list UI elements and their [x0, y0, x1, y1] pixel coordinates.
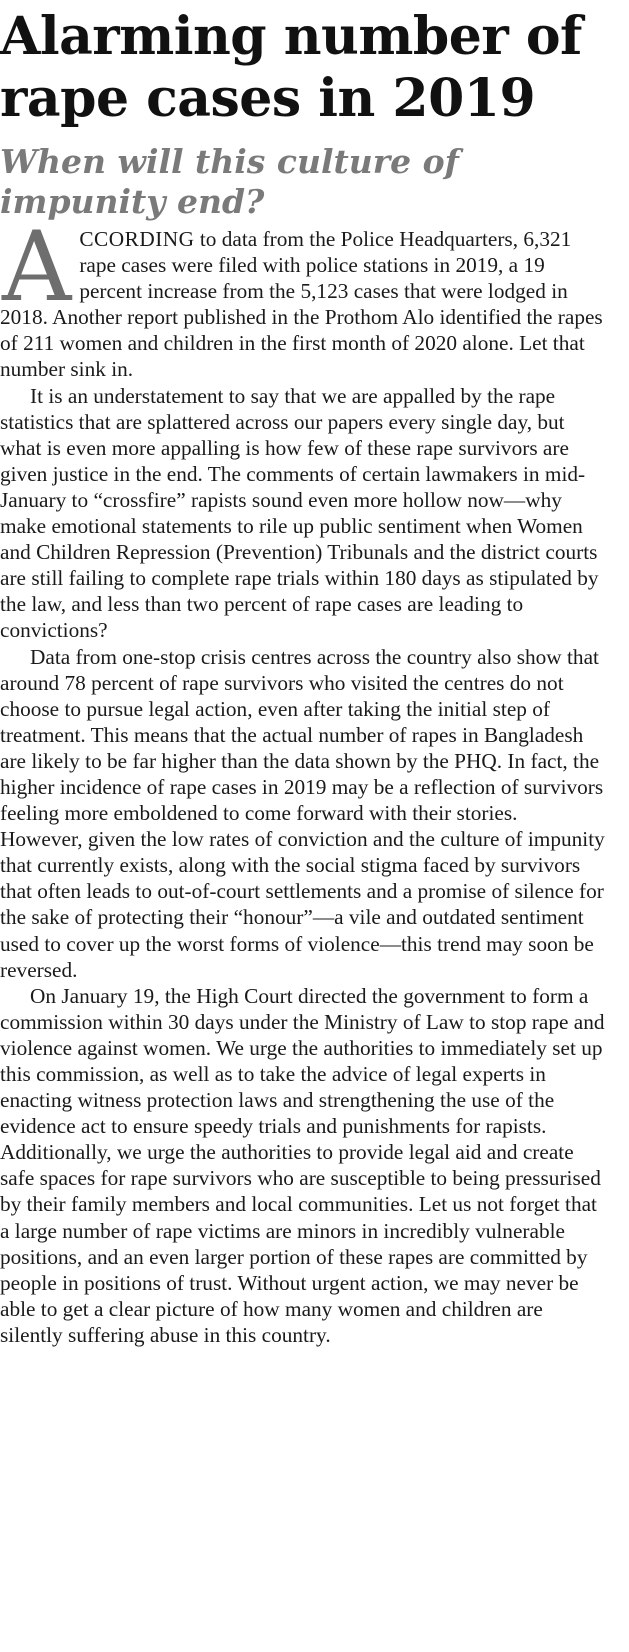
article-body	[0, 211, 605, 1348]
paragraph-1-text: to data from the Police Headquarters, 6,321 rape cases were filed with police stations in 2019, a 19 percent increase from the 5,123 cases that were lodged in 2018. Another report published in the Prothom Alo identified the rapes of 211 women and children in the first month of 2020 alone. Let that number sink in.	[0, 227, 603, 382]
subheadline: When will this culture of impunity end?	[0, 142, 459, 221]
headline: Alarming number of rape cases in 2019	[0, 6, 582, 129]
paragraph-4: On January 19, the High Court directed the government to form a commission within 30 days under the Ministry of Law to stop rape and violence against women. We urge the authorities to immediately set up this commission, as well as to take the advice of legal experts in enacting witness protection laws and strengthening the use of the evidence act to ensure speedy trials and punishments for rapists. Additionally, we urge the authorities to provide legal aid and create safe spaces for rape survivors who are susceptible to being pressurised by their family members and local communities. Let us not forget that a large number of rape victims are minors in incredibly vulnerable positions, and an even larger portion of these rapes are committed by people in positions of trust. Without urgent action, we may never be able to get a clear picture of how many women and children are silently suffering abuse in this country.	[0, 983, 605, 1347]
lead-in-caps: CCORDING	[79, 227, 195, 251]
paragraph-2: It is an understatement to say that we are appalled by the rape statistics that are splattered across our papers every single day, but what is even more appalling is how few of these rape survivors are given justice in the end. The comments of certain lawmakers in mid-January to “crossfire” rapists sound even more hollow now—why make emotional statements to rile up public sentiment when Women and Children Repression (Prevention) Tribunals and the district courts are still failing to complete rape trials within 180 days as stipulated by the law, and less than two percent of rape cases are leading to convictions?	[0, 383, 599, 643]
drop-cap: A	[2, 211, 72, 323]
paragraph-1	[0, 211, 605, 383]
paragraph-3: Data from one-stop crisis centres across the country also show that around 78 percent of rape survivors who visited the centres do not choose to pursue legal action, even after taking the initial step of treatment. This means that the actual number of rapes in Bangladesh are likely to be far higher than the data shown by the PHQ. In fact, the higher incidence of rape cases in 2019 may be a reflection of survivors feeling more emboldened to come forward with their stories. However, given the low rates of conviction and the culture of impunity that currently exists, along with the social stigma faced by survivors that often leads to out-of-court settlements and a promise of silence for the sake of protecting their “honour”—a vile and outdated sentiment used to cover up the worst forms of violence—this trend may soon be reversed.	[0, 644, 605, 982]
